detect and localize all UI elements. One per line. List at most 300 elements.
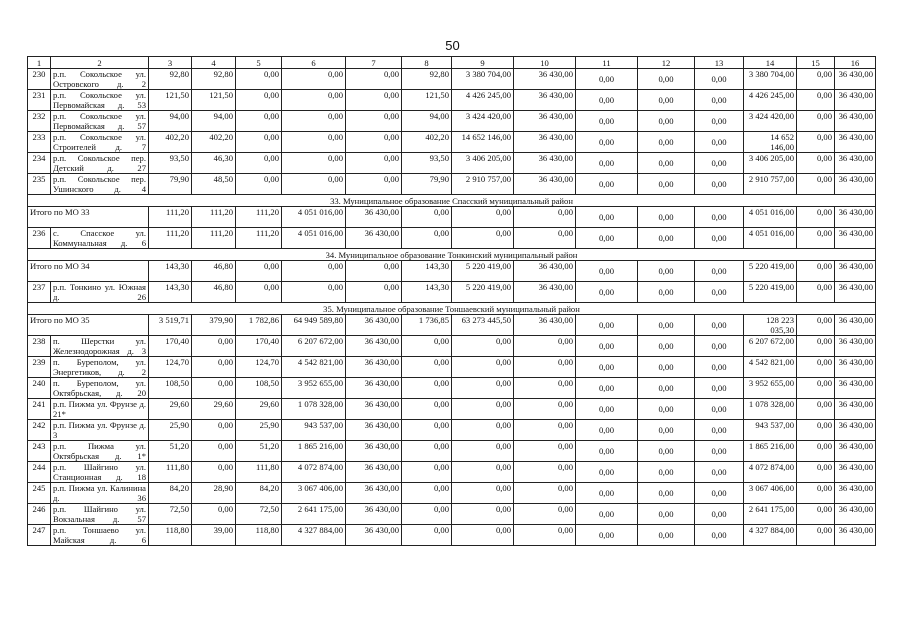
table-cell: 170,40 [236,336,282,357]
table-cell: 0,00 [695,261,744,282]
table-cell: 0,00 [402,441,452,462]
table-cell: 0,00 [346,132,402,153]
table-cell: 0,00 [638,282,695,303]
table-cell: 0,00 [695,483,744,504]
table-cell: 4 051 016,00 [282,228,346,249]
table-cell: 36 430,00 [835,441,876,462]
table-cell: 2 641 175,00 [282,504,346,525]
table-cell: 0,00 [695,504,744,525]
table-cell: 0,00 [797,420,835,441]
table-row [28,174,876,195]
table-cell: 36 430,00 [514,90,576,111]
table-cell: 36 430,00 [835,207,876,228]
table-cell: 111,20 [236,207,282,228]
table-cell: 4 051 016,00 [744,228,797,249]
table-cell: 3 424 420,00 [744,111,797,132]
table-cell: 36 430,00 [514,174,576,195]
section-row [28,303,876,315]
table-cell: 36 430,00 [835,282,876,303]
table-cell: 36 430,00 [835,420,876,441]
table-cell: 0,00 [576,399,638,420]
table-cell: 0,00 [514,336,576,357]
table-cell: 3 406 205,00 [452,153,514,174]
table-cell: 36 430,00 [346,378,402,399]
table-cell: 3 067 406,00 [744,483,797,504]
table-cell: 0,00 [797,90,835,111]
table-cell: 0,00 [402,378,452,399]
table-cell: 0,00 [192,336,236,357]
table-cell: 3 067 406,00 [282,483,346,504]
table-cell: 0,00 [514,504,576,525]
table-cell: 2 641 175,00 [744,504,797,525]
row-number: 240 [28,378,51,399]
table-row [28,462,876,483]
table-cell: 0,00 [797,228,835,249]
table-cell: 3 952 655,00 [744,378,797,399]
table-cell: 0,00 [282,282,346,303]
section-row [28,195,876,207]
table-cell: 0,00 [695,153,744,174]
table-cell: 0,00 [346,111,402,132]
table-cell: 0,00 [638,174,695,195]
table-cell: 0,00 [695,315,744,336]
table-cell: 0,00 [402,399,452,420]
table-cell: 36 430,00 [346,462,402,483]
table-cell: 0,00 [797,153,835,174]
table-cell: 0,00 [576,420,638,441]
table-cell: 0,00 [797,336,835,357]
table-cell: 4 072 874,00 [744,462,797,483]
table-cell: 36 430,00 [514,315,576,336]
address-cell: р.п. Тоншаево ул. Майская д. 6 [51,525,149,546]
table-cell: 72,50 [236,504,282,525]
table-cell: 128 223 035,30 [744,315,797,336]
table-cell: 0,00 [797,378,835,399]
table-cell: 0,00 [576,357,638,378]
table-cell: 36 430,00 [835,462,876,483]
table-cell: 94,00 [402,111,452,132]
table-row [28,336,876,357]
table-cell: 0,00 [576,132,638,153]
table-cell: 0,00 [282,111,346,132]
table-cell: 402,20 [149,132,192,153]
row-number: 246 [28,504,51,525]
table-cell: 0,00 [282,261,346,282]
table-row [28,228,876,249]
table-cell: 5 220 419,00 [452,261,514,282]
column-header: 1 [28,57,51,69]
table-cell: 0,00 [576,261,638,282]
address-cell: р.п. Пижма ул. Фрунзе д. 21* [51,399,149,420]
table-cell: 943 537,00 [282,420,346,441]
row-number: 238 [28,336,51,357]
table-row [28,357,876,378]
column-header: 4 [192,57,236,69]
table-cell: 29,60 [149,399,192,420]
table-cell: 0,00 [797,483,835,504]
table-cell: 36 430,00 [835,111,876,132]
table-cell: 48,50 [192,174,236,195]
table-cell: 6 207 672,00 [282,336,346,357]
table-row [28,525,876,546]
table-cell: 0,00 [236,261,282,282]
table-cell: 4 327 884,00 [282,525,346,546]
table-cell: 0,00 [638,315,695,336]
row-number: 239 [28,357,51,378]
table-cell: 3 406 205,00 [744,153,797,174]
row-number: 244 [28,462,51,483]
table-cell: 1 782,86 [236,315,282,336]
table-cell: 0,00 [576,441,638,462]
table-cell: 36 430,00 [346,336,402,357]
table-cell: 111,20 [192,228,236,249]
table-cell: 14 652 146,00 [452,132,514,153]
table-cell: 0,00 [576,315,638,336]
table-cell: 3 519,71 [149,315,192,336]
table-cell: 0,00 [514,357,576,378]
table-cell: 36 430,00 [835,525,876,546]
table-cell: 402,20 [192,132,236,153]
table-cell: 36 430,00 [346,525,402,546]
table-cell: 79,90 [149,174,192,195]
table-cell: 0,00 [638,504,695,525]
table-cell: 4 426 245,00 [744,90,797,111]
address-cell: р.п. Сокольское ул. Островского д. 2 [51,69,149,90]
table-cell: 93,50 [149,153,192,174]
table-cell: 0,00 [695,69,744,90]
column-header: 2 [51,57,149,69]
table-cell: 0,00 [402,483,452,504]
table-cell: 0,00 [192,504,236,525]
table-cell: 46,30 [192,153,236,174]
table-cell: 84,20 [236,483,282,504]
table-cell: 0,00 [576,90,638,111]
table-cell: 143,30 [402,261,452,282]
table-cell: 92,80 [149,69,192,90]
total-label: Итого по МО 33 [28,207,149,228]
table-cell: 108,50 [236,378,282,399]
table-cell: 0,00 [797,132,835,153]
table-cell: 46,80 [192,261,236,282]
table-cell: 36 430,00 [835,483,876,504]
table-cell: 0,00 [236,90,282,111]
row-number: 235 [28,174,51,195]
table-cell: 379,90 [192,315,236,336]
table-cell: 0,00 [695,111,744,132]
row-number: 237 [28,282,51,303]
table-cell: 36 430,00 [346,228,402,249]
column-header: 15 [797,57,835,69]
table-cell: 0,00 [346,90,402,111]
row-number: 242 [28,420,51,441]
table-cell: 36 430,00 [346,399,402,420]
address-cell: р.п. Шайгино ул. Вокзальная д. 57 [51,504,149,525]
table-cell: 124,70 [236,357,282,378]
table-cell: 79,90 [402,174,452,195]
table-cell: 0,00 [402,525,452,546]
column-header: 3 [149,57,192,69]
table-cell: 93,50 [402,153,452,174]
table-cell: 0,00 [576,207,638,228]
table-cell: 1 078 328,00 [282,399,346,420]
total-row [28,207,876,228]
address-cell: р.п. Сокольское пер. Детский д. 27 [51,153,149,174]
table-cell: 51,20 [236,441,282,462]
table-row [28,132,876,153]
table-cell: 0,00 [695,420,744,441]
table-cell: 0,00 [797,69,835,90]
table-cell: 118,80 [149,525,192,546]
table-cell: 0,00 [282,153,346,174]
section-title: 35. Муниципальное образование Тоншаевский муниципальный район [28,303,876,315]
table-cell: 0,00 [514,378,576,399]
table-cell: 36 430,00 [514,111,576,132]
table-cell: 0,00 [452,420,514,441]
table-cell: 3 424 420,00 [452,111,514,132]
table-cell: 3 380 704,00 [452,69,514,90]
row-number: 245 [28,483,51,504]
table-cell: 5 220 419,00 [452,282,514,303]
table-cell: 4 426 245,00 [452,90,514,111]
row-number: 236 [28,228,51,249]
table-cell: 143,30 [149,261,192,282]
table-cell: 0,00 [695,174,744,195]
table-cell: 94,00 [192,111,236,132]
table-cell: 0,00 [797,261,835,282]
table-cell: 0,00 [514,207,576,228]
table-cell: 36 430,00 [514,132,576,153]
table-cell: 0,00 [402,357,452,378]
table-cell: 121,50 [192,90,236,111]
table-row [28,111,876,132]
table-cell: 0,00 [638,336,695,357]
table-cell: 111,20 [149,228,192,249]
table-cell: 0,00 [638,111,695,132]
table-cell: 3 952 655,00 [282,378,346,399]
table-cell: 0,00 [346,261,402,282]
table-cell: 0,00 [638,462,695,483]
table-cell: 36 430,00 [835,336,876,357]
table-cell: 0,00 [797,315,835,336]
table-cell: 0,00 [576,462,638,483]
table-cell: 0,00 [236,132,282,153]
table-cell: 0,00 [452,207,514,228]
address-cell: р.п. Сокольское пер. Ушинского д. 4 [51,174,149,195]
table-row [28,378,876,399]
table-cell: 0,00 [514,399,576,420]
table-cell: 0,00 [402,420,452,441]
address-cell: р.п. Сокольское ул. Первомайская д. 53 [51,90,149,111]
table-cell: 51,20 [149,441,192,462]
section-row [28,249,876,261]
table-cell: 1 865 216,00 [744,441,797,462]
table-cell: 170,40 [149,336,192,357]
table-cell: 0,00 [797,462,835,483]
table-cell: 0,00 [576,504,638,525]
table-cell: 0,00 [576,153,638,174]
address-cell: р.п. Пижма ул. Фрунзе д. 3 [51,420,149,441]
table-cell: 0,00 [695,207,744,228]
table-cell: 92,80 [402,69,452,90]
table-cell: 36 430,00 [835,153,876,174]
table-cell: 0,00 [346,69,402,90]
table-cell: 0,00 [452,441,514,462]
table-cell: 0,00 [452,462,514,483]
table-cell: 36 430,00 [835,261,876,282]
table-cell: 36 430,00 [835,228,876,249]
table-cell: 0,00 [638,378,695,399]
table-cell: 0,00 [514,462,576,483]
table-cell: 36 430,00 [835,132,876,153]
table-cell: 0,00 [797,357,835,378]
table-cell: 0,00 [695,132,744,153]
table-cell: 0,00 [192,378,236,399]
column-header: 16 [835,57,876,69]
table-row [28,282,876,303]
table-cell: 0,00 [236,282,282,303]
table-cell: 0,00 [695,399,744,420]
table-cell: 0,00 [797,207,835,228]
table-cell: 0,00 [402,228,452,249]
table-cell: 108,50 [149,378,192,399]
table-cell: 92,80 [192,69,236,90]
address-cell: р.п. Сокольское ул. Строителей д. 7 [51,132,149,153]
table-cell: 111,80 [236,462,282,483]
table-cell: 1 078 328,00 [744,399,797,420]
address-cell: р.п. Пижма ул. Калинина д. 36 [51,483,149,504]
table-cell: 118,80 [236,525,282,546]
table-cell: 0,00 [282,69,346,90]
table-cell: 36 430,00 [835,357,876,378]
table-cell: 0,00 [638,399,695,420]
total-row [28,261,876,282]
table-cell: 4 542 821,00 [282,357,346,378]
row-number: 230 [28,69,51,90]
table-cell: 0,00 [695,228,744,249]
table-cell: 2 910 757,00 [452,174,514,195]
table-cell: 0,00 [402,504,452,525]
table-cell: 0,00 [402,336,452,357]
table-cell: 4 051 016,00 [744,207,797,228]
table-cell: 121,50 [402,90,452,111]
table-cell: 0,00 [576,228,638,249]
table-cell: 0,00 [192,357,236,378]
table-cell: 36 430,00 [514,153,576,174]
table-cell: 25,90 [236,420,282,441]
table-cell: 4 051 016,00 [282,207,346,228]
table-cell: 36 430,00 [346,420,402,441]
table-cell: 0,00 [576,336,638,357]
row-number: 233 [28,132,51,153]
row-number: 247 [28,525,51,546]
table-cell: 63 273 445,50 [452,315,514,336]
table-cell: 0,00 [576,525,638,546]
table-cell: 84,20 [149,483,192,504]
address-cell: с. Спасское ул. Коммунальная д. 6 [51,228,149,249]
table-cell: 0,00 [695,90,744,111]
table-cell: 36 430,00 [835,174,876,195]
table-cell: 0,00 [638,525,695,546]
table-cell: 0,00 [452,504,514,525]
table-cell: 36 430,00 [835,399,876,420]
table-cell: 0,00 [576,378,638,399]
table-cell: 0,00 [638,228,695,249]
table-cell: 1 736,85 [402,315,452,336]
table-cell: 0,00 [452,378,514,399]
table-cell: 29,60 [192,399,236,420]
table-cell: 0,00 [797,174,835,195]
column-header: 5 [236,57,282,69]
address-cell: п. Буреполом, ул. Октябрьская, д. 20 [51,378,149,399]
table-cell: 0,00 [576,282,638,303]
row-number: 232 [28,111,51,132]
table-cell: 0,00 [452,525,514,546]
column-header: 6 [282,57,346,69]
table-cell: 0,00 [514,441,576,462]
table-row [28,483,876,504]
table-cell: 46,80 [192,282,236,303]
column-header: 11 [576,57,638,69]
table-row [28,441,876,462]
address-cell: р.п. Пижма ул. Октябрьская д. 1* [51,441,149,462]
table-cell: 36 430,00 [835,504,876,525]
section-title: 34. Муниципальное образование Тонкинский муниципальный район [28,249,876,261]
table-row [28,420,876,441]
table-cell: 5 220 419,00 [744,282,797,303]
table-cell: 0,00 [452,228,514,249]
table-cell: 36 430,00 [835,315,876,336]
table-cell: 0,00 [638,153,695,174]
table-cell: 36 430,00 [514,261,576,282]
address-cell: р.п. Тонкино ул. Южная д. 26 [51,282,149,303]
table-cell: 943 537,00 [744,420,797,441]
table-cell: 0,00 [192,462,236,483]
column-header: 12 [638,57,695,69]
table-cell: 36 430,00 [346,504,402,525]
table-cell: 0,00 [797,504,835,525]
table-cell: 29,60 [236,399,282,420]
table-cell: 0,00 [452,399,514,420]
table-cell: 36 430,00 [346,441,402,462]
address-cell: п. Шерстки ул. Железнодорожная д. 3 [51,336,149,357]
page-number: 50 [445,38,460,53]
table-cell: 4 072 874,00 [282,462,346,483]
table-cell: 0,00 [695,282,744,303]
table-cell: 0,00 [236,153,282,174]
table-cell: 36 430,00 [514,282,576,303]
table-cell: 0,00 [797,441,835,462]
table-cell: 39,00 [192,525,236,546]
table-cell: 36 430,00 [346,315,402,336]
table-cell: 0,00 [514,420,576,441]
table-cell: 0,00 [638,207,695,228]
table-cell: 4 327 884,00 [744,525,797,546]
table-cell: 143,30 [149,282,192,303]
table-cell: 0,00 [452,336,514,357]
column-header: 7 [346,57,402,69]
table-cell: 0,00 [346,153,402,174]
row-number: 234 [28,153,51,174]
table-cell: 0,00 [695,357,744,378]
table-cell: 0,00 [402,207,452,228]
table-cell: 0,00 [638,69,695,90]
table-cell: 0,00 [402,462,452,483]
table-cell: 0,00 [638,441,695,462]
table-cell: 0,00 [576,483,638,504]
address-cell: п. Буреполом, ул. Энергетиков, д. 2 [51,357,149,378]
table-cell: 402,20 [402,132,452,153]
table-cell: 0,00 [695,336,744,357]
